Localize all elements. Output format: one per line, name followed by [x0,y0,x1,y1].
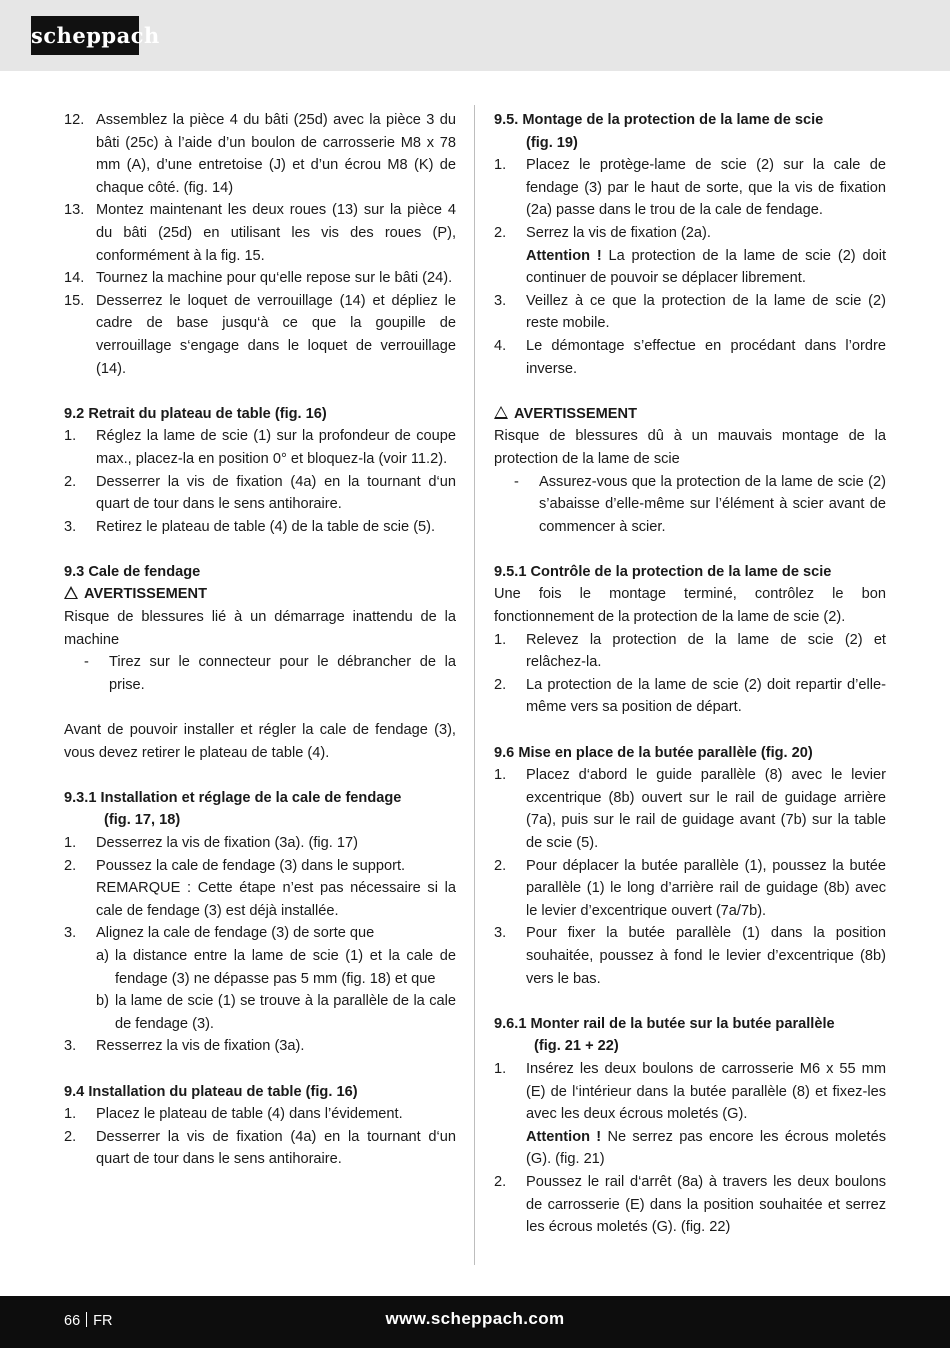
warning-heading: AVERTISSEMENT [64,583,456,606]
list-item: 13. Montez maintenant les deux roues (13) sur la pièce 4 du bâti (25d) en utilisant les vis des roues (P), conformément à la fig. 15. [64,202,456,264]
page-number: 66 FR [64,1313,113,1329]
list-item: 2. Poussez la cale de fendage (3) dans le support. REMARQUE : Cette étape n’est pas nécessaire si la cale de fendage (3) est déjà installée. [64,857,456,919]
warning-triangle-icon [494,406,508,419]
list-item: 1. Placez d‘abord le guide parallèle (8) avec le levier excentrique (8b) ouvert sur le rail de guidage arrière (7a), puis sur le rail de guidage avant (7b) sur la table de scie (5). [494,767,886,851]
section-heading: 9.3 Cale de fendage [64,563,201,580]
list-item: 1. Réglez la lame de scie (1) sur la profondeur de coupe max., placez-la en position 0° et bloquez-la (voir 11.2). [64,428,456,467]
paragraph: Une fois le montage terminé, contrôlez le bon fonctionnement de la protection de la lame de scie (2). [494,586,886,626]
section-heading: 9.5. Montage de la protection de la lame de scie [494,112,824,128]
warning-text: Risque de blessures lié à un démarrage inattendu de la machine [64,609,456,648]
list-item: 3. Retirez le plateau de table (4) de la table de scie (5). [64,518,436,535]
section-heading: 9.3.1 Installation et réglage de la cale de fendage [64,789,402,806]
list-item: 3. Resserrez la vis de fixation (3a). [64,1038,305,1055]
list-item: 1. Relevez la protection de la lame de scie (2) et relâchez-la. [494,631,886,671]
list-item: 4. Le démontage s’effectue en procédant dans l’ordre inverse. [494,337,886,377]
column-divider [474,105,475,1265]
section-heading: 9.2 Retrait du plateau de table (fig. 16) [64,405,327,422]
dash-item: - Tirez sur le connecteur pour le débrancher de la prise. [84,654,456,693]
list-item: 1. Insérez les deux boulons de carrosserie M6 x 55 mm (E) de l‘intérieur dans la butée parallèle (8) et fixez-les avec les deux écrous moletés (G). Attention ! Ne serrez pas encore les écrous moletés (G). (fig. 21) [494,1060,886,1168]
list-item: 1. Placez le plateau de table (4) dans l’évidement. [64,1106,403,1123]
list-item: 2. Poussez le rail d‘arrêt (8a) à travers les deux boulons de carrosserie (E) dans la position souhaitée et serrez les écrous moletés (G). (fig. 22) [494,1173,886,1236]
paragraph: Avant de pouvoir installer et régler la cale de fendage (3), vous devez retirer le plateau de table (4). [64,722,456,761]
list-item: 2. Serrez la vis de fixation (2a). Attention ! La protection de la lame de scie (2) doit continuer de pouvoir se déplacer librement. [494,224,886,287]
section-heading: 9.6 Mise en place de la butée parallèle (fig. 20) [494,744,813,761]
left-column [64,109,456,1171]
section-heading-fig: (fig. 21 + 22) [534,1038,619,1055]
list-item: 14. Tournez la machine pour qu‘elle repose sur le bâti (24). [64,270,453,287]
list-item: 1. Placez le protège-lame de scie (2) sur la cale de fendage (3) par le haut de sorte, que la vis de fixation (2a) passe dans le trou de la cale de fendage. [494,157,886,219]
right-column [494,109,886,1239]
section-heading: 9.5.1 Contrôle de la protection de la lame de scie [494,563,832,580]
list-item: 15. Desserrez le loquet de verrouillage (14) et dépliez le cadre de base jusqu‘à ce que la goupille de verrouillage s‘engage dans le loquet de verrouillage (14). [64,292,456,377]
warning-triangle-icon [64,586,78,599]
warning-heading: AVERTISSEMENT [494,403,886,426]
attention-label: Attention ! [526,247,602,264]
attention-label: Attention ! [526,1128,602,1145]
section-heading: 9.4 Installation du plateau de table (fig. 16) [64,1083,358,1100]
list-item: 2. Desserrer la vis de fixation (4a) en la tournant d‘un quart de tour dans le sens antihoraire. [64,1128,456,1168]
list-item: 3. Veillez à ce que la protection de la lame de scie (2) reste mobile. [494,292,886,332]
page-header [0,0,950,71]
sub-item: a) la distance entre la lame de scie (1) et la cale de fendage (3) ne dépasse pas 5 mm (fig. 18) et que [96,947,456,987]
website-link[interactable]: www.scheppach.com [385,1309,565,1328]
list-item: 12. Assemblez la pièce 4 du bâti (25d) avec la pièce 3 du bâti (25c) à l’aide d’un boulon de carrosserie M8 x 78 mm (A), d’une entretoise (J) et d’un écrou M8 (K) de chaque côté. (fig. 14) [64,112,456,196]
list-item: 3. Pour fixer la butée parallèle (1) dans la position souhaitée, poussez à fond le levier d’excentrique (8b) vers le bas. [494,925,886,987]
list-item: 1. Desserrez la vis de fixation (3a). (fig. 17) [64,835,358,851]
list-item: 3. Alignez la cale de fendage (3) de sorte que [64,925,375,942]
list-item: 2. La protection de la lame de scie (2) doit repartir d’elle-même vers sa position de départ. [494,676,886,716]
dash-item: - Assurez-vous que la protection de la lame de scie (2) s’abaisse d’elle-même sur l’élément à scier avant de commencer à scier. [514,473,886,535]
sub-item: b) la lame de scie (1) se trouve à la parallèle de la cale de fendage (3). [96,993,456,1032]
list-item: 2. Pour déplacer la butée parallèle (1), poussez la butée parallèle (1) le long d’arrière rail de guidage (8b) avec le levier d’excentrique ouvert (7a/7b). [494,857,886,919]
page-footer [0,1296,950,1348]
section-heading-fig: (fig. 19) [526,134,578,151]
scheppach-logo: scheppach [31,16,139,55]
section-heading-fig: (fig. 17, 18) [104,812,181,829]
warning-text: Risque de blessures dû à un mauvais montage de la protection de la lame de scie [494,428,886,467]
note-text: REMARQUE : Cette étape n’est pas nécessaire si la cale de fendage (3) est déjà installée. [96,880,456,919]
list-item: 2. Desserrer la vis de fixation (4a) en la tournant d‘un quart de tour dans le sens antihoraire. [64,473,456,513]
section-heading: 9.6.1 Monter rail de la butée sur la butée parallèle [494,1015,835,1032]
